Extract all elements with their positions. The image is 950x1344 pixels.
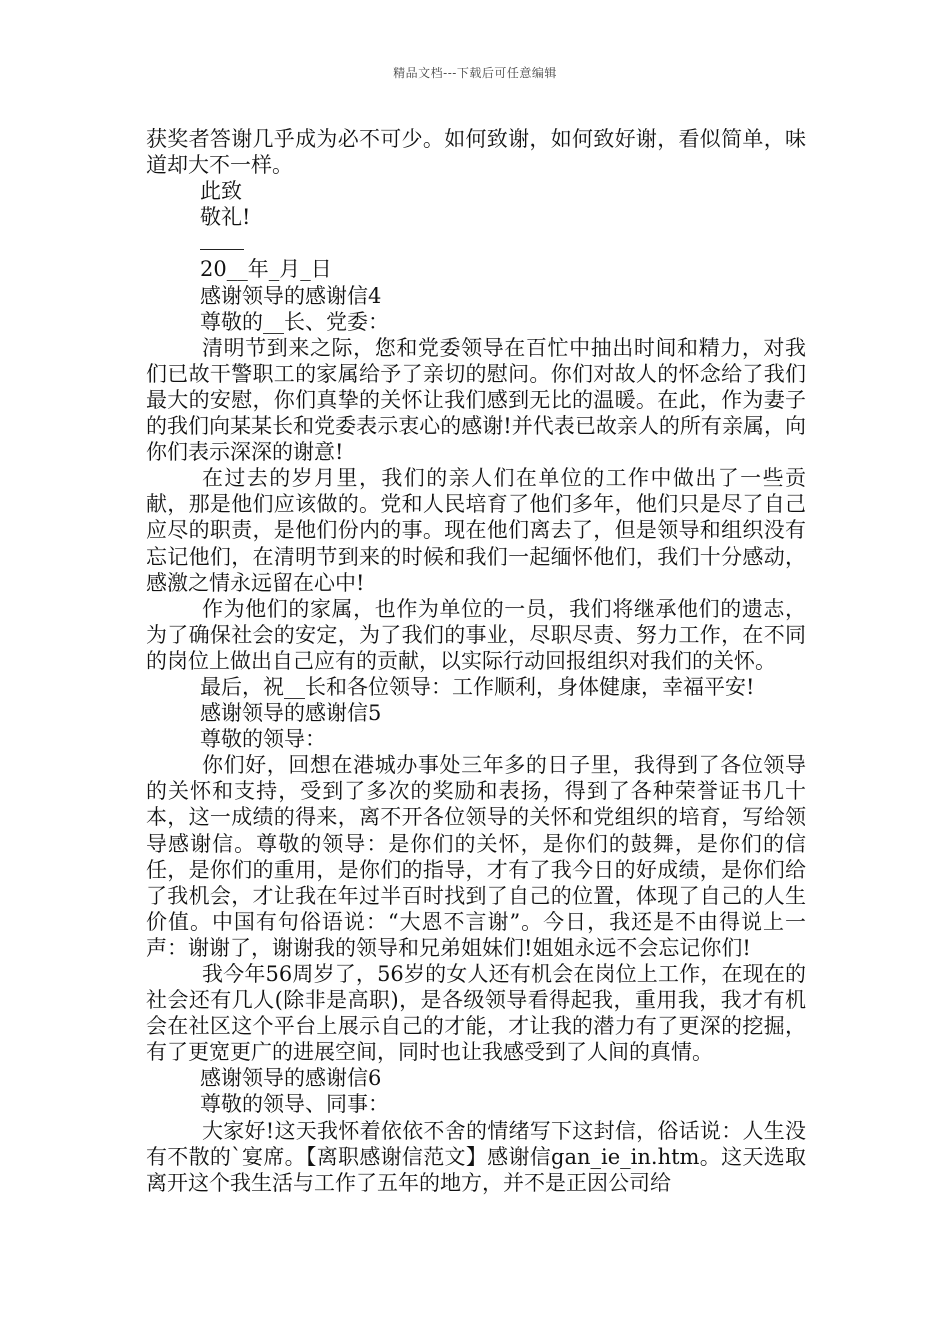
letter6-salutation: 尊敬的领导、同事： — [200, 1092, 389, 1117]
letter4-paragraph-1: 清明节到来之际，您和党委领导在百忙中抽出时间和精力，对我们已故干警职工的家属给予了亲切的慰问。你们对故人的怀念给了我们最大的安慰，你们真挚的关怀让我们感到无比的温暖。在此，作为妻子的我们向某某长和党委表示衷心的感谢!并代表已故亲人的所有亲属，向你们表示深深的谢意! — [146, 335, 806, 465]
letter6-title: 感谢领导的感谢信6 — [200, 1066, 382, 1091]
letter4-title: 感谢领导的感谢信4 — [200, 283, 382, 308]
intro-paragraph: 获奖者答谢几乎成为必不可少。如何致谢，如何致好谢，看似简单，味道却大不一样。 — [146, 127, 806, 178]
letter4-paragraph-3: 作为他们的家属，也作为单位的一员，我们将继承他们的遗志，为了确保社会的安定，为了我们的事业，尽职尽责、努力工作，在不同的岗位上做出自己应有的贡献，以实际行动回报组织对我们的关怀。 — [146, 596, 806, 673]
letter6-paragraph-1: 大家好!这天我怀着依依不舍的情绪写下这封信，俗话说：人生没有不散的`宴席。【离职感谢信范文】感谢信gan_ie_in.htm。这天选取离开这个我生活与工作了五年的地方，并不是正因公司给 — [146, 1118, 806, 1195]
signature-blank — [146, 230, 806, 256]
letter5-salutation: 尊敬的领导： — [200, 727, 326, 752]
date-line: 20__年_月_日 — [200, 257, 332, 282]
letter5-paragraph-1: 你们好，回想在港城办事处三年多的日子里，我得到了各位领导的关怀和支持，受到了多次的奖励和表扬，得到了各种荣誉证书几十本，这一成绩的得来，离不开各位领导的关怀和党组织的培育，写给领导感谢信。尊敬的领导：是你们的关怀，是你们的鼓舞，是你们的信任，是你们的重用，是你们的指导，才有了我今日的好成绩，是你们给了我机会，才让我在年过半百时找到了自己的位置，体现了自己的人生价值。中国有句俗语说：“大恩不言谢”。今日，我还是不由得说上一声：谢谢了，谢谢我的领导和兄弟姐妹们!姐姐永远不会忘记你们! — [146, 753, 806, 960]
signature-line — [200, 231, 244, 250]
letter4-paragraph-4: 最后，祝__长和各位领导：工作顺利，身体健康，幸福平安! — [200, 674, 755, 699]
closing-line-1: 此致 — [200, 179, 242, 204]
document-body — [146, 126, 806, 1196]
letter4-salutation: 尊敬的__长、党委： — [200, 309, 389, 334]
letter5-paragraph-2: 我今年56周岁了，56岁的女人还有机会在岗位上工作，在现在的社会还有几人(除非是高职)，是各级领导看得起我，重用我，我才有机会在社区这个平台上展示自己的才能，才让我的潜力有了更深的挖掘，有了更宽更广的进展空间，同时也让我感受到了人间的真情。 — [146, 962, 806, 1065]
closing-line-2: 敬礼! — [200, 205, 251, 230]
page-header: 精品文档---下载后可任意编辑 — [393, 66, 557, 80]
letter5-title: 感谢领导的感谢信5 — [200, 701, 382, 726]
letter4-paragraph-2: 在过去的岁月里，我们的亲人们在单位的工作中做出了一些贡献，那是他们应该做的。党和人民培育了他们多年，他们只是尽了自己应尽的职责，是他们份内的事。现在他们离去了，但是领导和组织没有忘记他们，在清明节到来的时候和我们一起缅怀他们，我们十分感动，感激之情永远留在心中! — [146, 466, 806, 595]
